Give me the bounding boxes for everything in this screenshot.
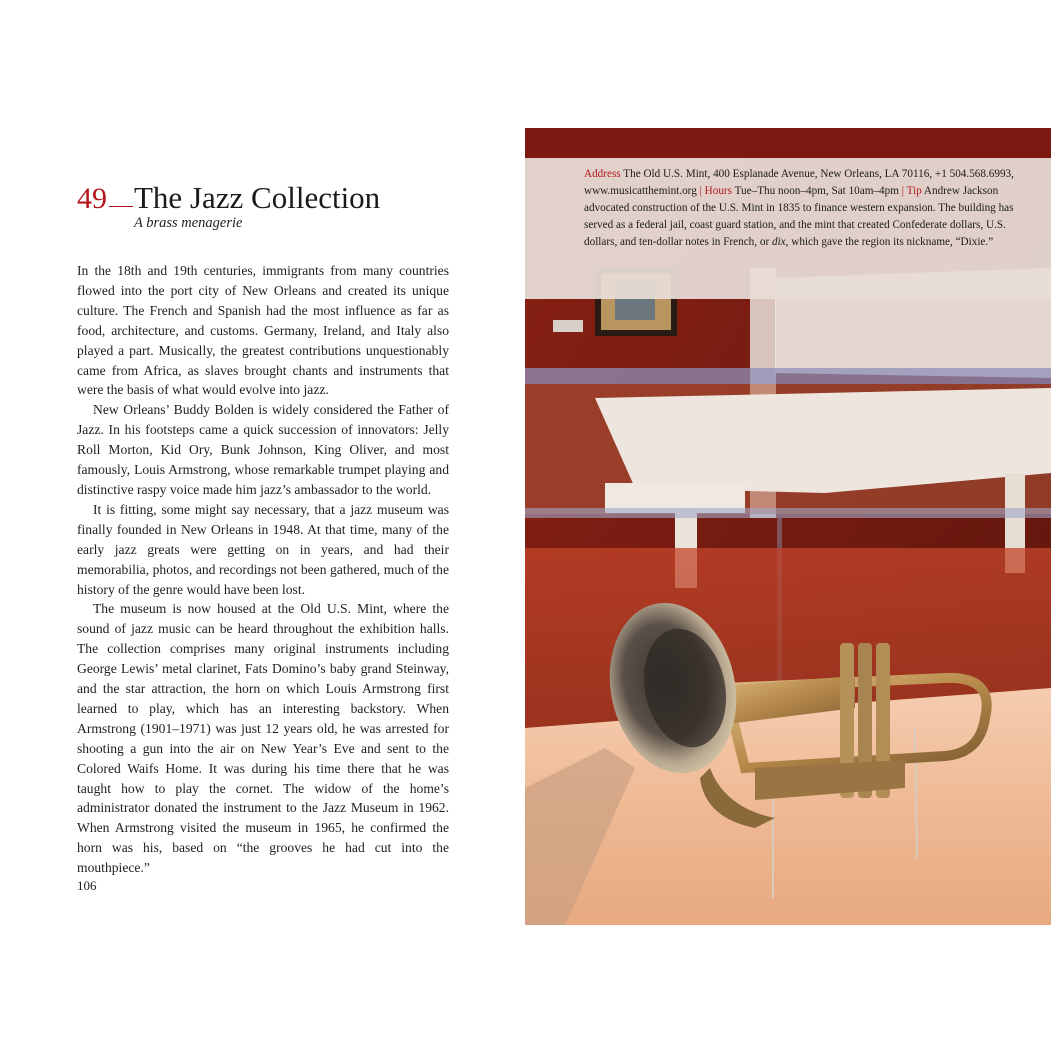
chapter-heading <box>77 180 380 216</box>
left-page <box>0 0 525 1051</box>
hours-label: Hours <box>704 185 732 197</box>
tip-label: Tip <box>906 185 922 197</box>
paragraph: The museum is now housed at the Old U.S. Mint, where the sound of jazz music can be heard throughout the exhibition halls. The collection comprises many original instruments including George Lewis’ metal clarinet, Fats Domino’s baby grand Steinway, and the star attraction, the horn on which Louis Armstrong first learned to play, which has an interesting backstory. When Armstrong (1901–1971) was just 12 years old, he was arrested for shooting a gun into the air on New Year’s Eve and sent to the Colored Waifs Home. It was during his time there that he was taught how to play the cornet. The widow of the home’s administrator donated the instrument to the Jazz Museum in 1962. When Armstrong visited the museum in 1965, he confirmed the horn was his, based on “the grooves he had cut into the mouthpiece.” <box>77 601 449 876</box>
wall-placard <box>553 320 583 332</box>
piano-body <box>595 388 1051 493</box>
page-number: 106 <box>77 878 97 893</box>
title-rule <box>109 206 133 207</box>
info-box <box>525 158 1051 299</box>
chapter-title: The Jazz Collection <box>134 180 381 215</box>
paragraph: In the 18th and 19th centuries, immigrants from many countries flowed into the port city of New Orleans and created its unique culture. The French and Spanish had the most influence as far as food, architecture, and customs. Germany, Ireland, and Italy also played a part. Musically, the greatest contributions unquestionably came from Africa, as slaves brought chants and instruments that were the basis of what would evolve into jazz. <box>77 263 449 398</box>
body-text <box>77 261 449 878</box>
address-label: Address <box>584 168 621 180</box>
separator: | <box>901 185 904 197</box>
case-top-edge <box>525 368 1051 384</box>
chapter-number: 49 <box>77 182 107 215</box>
cornet-photo <box>525 128 1051 925</box>
paragraph: New Orleans’ Buddy Bolden is widely considered the Father of Jazz. In his footsteps came a quick succession of innovators: Jelly Roll Morton, Kid Ory, Bunk Johnson, King Oliver, and most famously, Louis Armstrong, whose remarkable trumpet playing and distinctive raspy voice made him jazz’s ambassador to the world. <box>77 402 449 497</box>
wall-top <box>525 128 1051 158</box>
tip-text-end: , which gave the region its nickname, “Dixie.” <box>785 236 994 248</box>
hours-text: Tue–Thu noon–4pm, Sat 10am–4pm <box>734 185 899 197</box>
separator: | <box>699 185 702 197</box>
tip-italic-word: dix <box>771 236 786 248</box>
glass-rail <box>525 508 1051 518</box>
tip-text: Andrew Jackson advocated construction of the U.S. Mint in 1835 to finance western expansion. The building has served as a federal jail, coast guard station, and the mint that created Confederate dollars, U.S. dollars, and ten-dollar notes in French, or <box>584 185 1014 248</box>
address-text: The Old U.S. Mint, 400 Esplanade Avenue, New Orleans, LA 70116, +1 504.568.6993, www.musicatthemint.org <box>584 168 1014 197</box>
info-text <box>584 166 1014 251</box>
paragraph: It is fitting, some might say necessary, that a jazz museum was finally founded in New Orleans in 1948. At that time, many of the early jazz greats were getting on in years, and had their memorabilia, photos, and recordings not been gathered, much of the history of the genre would have been lost. <box>77 501 449 597</box>
chapter-subtitle: A brass menagerie <box>134 215 243 231</box>
